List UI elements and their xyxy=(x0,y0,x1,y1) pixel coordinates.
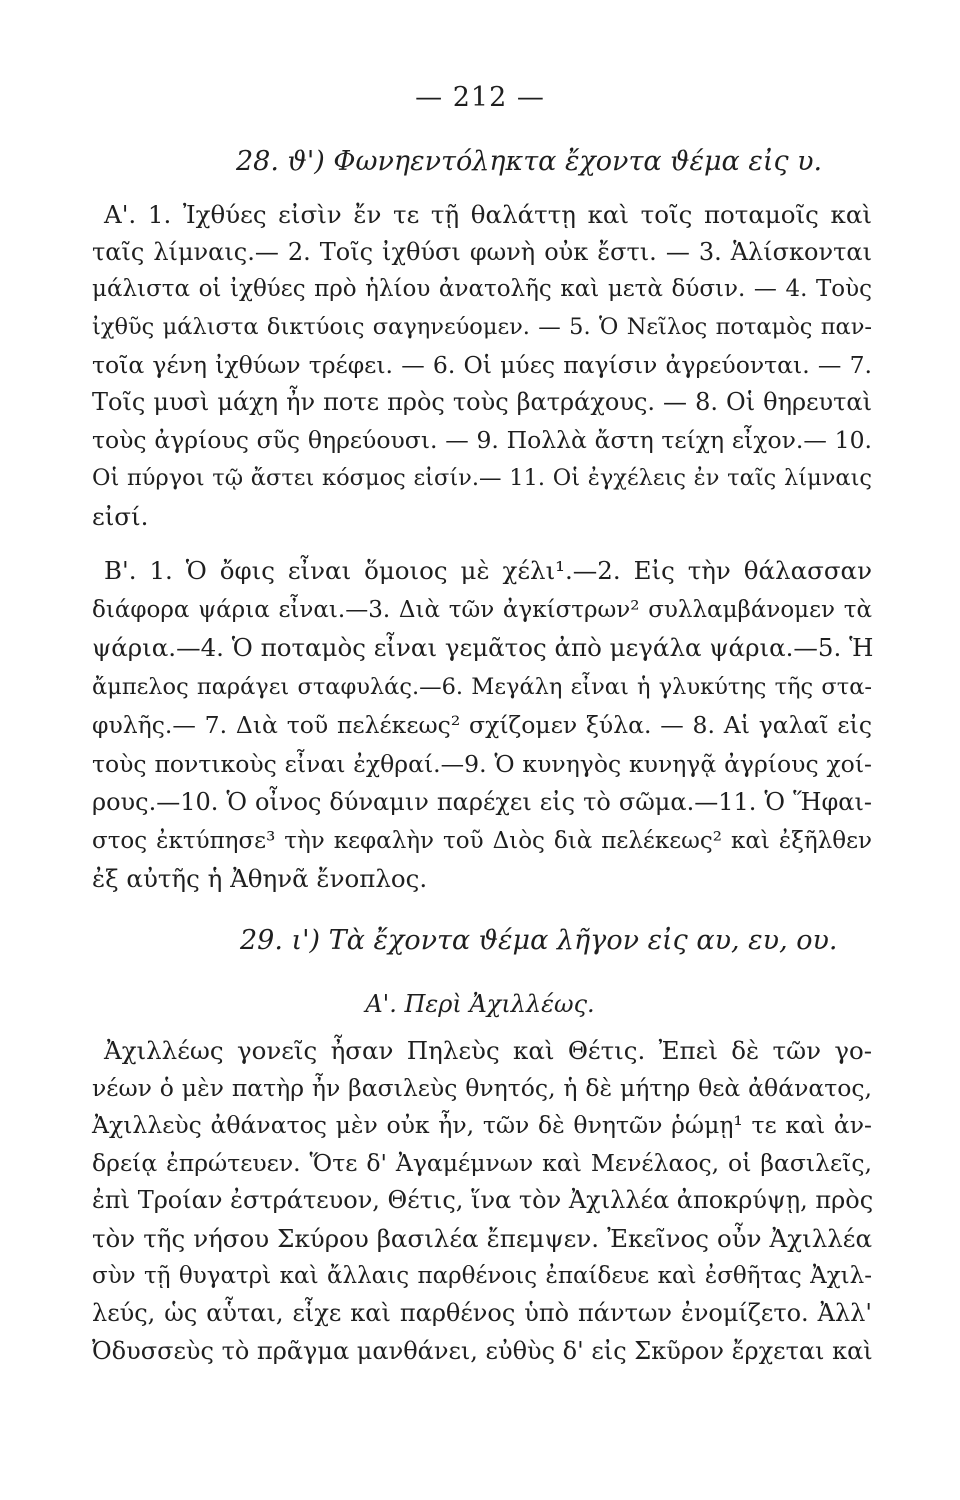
text-line: τοὺς ποντικοὺς εἶναι ἐχθραί.—9. Ὁ κυνηγὸς κυνηγᾷ ἀγρίους χοί- xyxy=(92,749,872,778)
text-line: ἄμπελος παράγει σταφυλάς.—6. Μεγάλη εἶναι ἡ γλυκύτης τῆς στα- xyxy=(92,673,872,700)
text-line: διάφορα ψάρια εἶναι.—3. Διὰ τῶν ἀγκίστρων² συλλαμβάνομεν τὰ xyxy=(92,596,872,623)
text-line: ταῖς λίμναις.— 2. Τοῖς ἰχθύσι φωνὴ οὐκ ἔστι. — 3. Ἁλίσκονται xyxy=(92,237,872,266)
section-28-part-a xyxy=(92,196,872,535)
text-line: ἐξ αὐτῆς ἡ Ἀθηνᾶ ἔνοπλος. xyxy=(92,864,428,893)
text-line: Ὀδυσσεὺς τὸ πρᾶγμα μανθάνει, εὐθὺς δ' εἰς Σκῦρον ἔρχεται καὶ xyxy=(92,1336,873,1365)
text-line: Οἱ πύργοι τῷ ἄστει κόσμος εἰσίν.— 11. Οἱ ἐγχέλεις ἐν ταῖς λίμναις xyxy=(92,464,872,491)
section-28-heading: 28. ϑ') Φωνηεντόληκτα ἔχοντα ϑέμα εἰς υ. xyxy=(236,146,823,177)
text-line: λεύς, ὡς αὗται, εἶχε καὶ παρθένος ὑπὸ πάντων ἐνομίζετο. Ἀλλ' xyxy=(92,1299,872,1328)
text-line: τοῖα γένη ἰχθύων τρέφει. — 6. Οἱ μύες παγίσιν ἀγρεύονται. — 7. xyxy=(92,350,872,379)
text-line: Α'. 1. Ἰχθύες εἰσὶν ἔν τε τῇ θαλάττῃ καὶ τοῖς ποταμοῖς καὶ xyxy=(104,200,872,229)
text-line: τὸν τῆς νήσου Σκύρου βασιλέα ἔπεμψεν. Ἐκεῖνος οὖν Ἀχιλλέα xyxy=(92,1223,872,1253)
text-line: στος ἐκτύπησε³ τὴν κεφαλὴν τοῦ Διὸς διὰ πελέκεως² καὶ ἐξῆλθεν xyxy=(92,827,872,854)
text-line: ἐπὶ Τροίαν ἐστράτευον, Θέτις, ἵνα τὸν Ἀχιλλέα ἀποκρύψῃ, πρὸς xyxy=(92,1186,874,1215)
text-line: Ἀχιλλέως γονεῖς ἦσαν Πηλεὺς καὶ Θέτις. Ἐπεὶ δὲ τῶν γο- xyxy=(104,1036,872,1065)
text-line: Ἀχιλλεὺς ἀθάνατος μὲν οὐκ ἦν, τῶν δὲ θνητῶν ῥώμῃ¹ τε καὶ ἀν- xyxy=(92,1111,872,1140)
text-line: ψάρια.—4. Ὁ ποταμὸς εἶναι γεμᾶτος ἀπὸ μεγάλα ψάρια.—5. Ἡ xyxy=(92,633,874,662)
text-line: εἰσί. xyxy=(92,501,149,531)
section-29-heading: 29. ι') Τὰ ἔχοντα ϑέμα λῆγον εἰς αυ, ευ, ου. xyxy=(240,925,838,956)
text-line: τοὺς ἀγρίους σῦς θηρεύουσι. — 9. Πολλὰ ἄστη τείχη εἶχον.— 10. xyxy=(92,426,872,455)
text-line: Τοῖς μυσὶ μάχη ἦν ποτε πρὸς τοὺς βατράχους. — 8. Οἱ θηρευταὶ xyxy=(92,388,872,417)
text-line: φυλῆς.— 7. Διὰ τοῦ πελέκεως² σχίζομεν ξύλα. — 8. Αἱ γαλαῖ εἰς xyxy=(92,711,872,739)
section-29-body xyxy=(92,1032,872,1370)
text-line: μάλιστα οἱ ἰχθύες πρὸ ἡλίου ἀνατολῆς καὶ μετὰ δύσιν. — 4. Τοὺς xyxy=(92,276,872,303)
text-line: δρείᾳ ἐπρώτευεν. Ὅτε δ' Ἀγαμέμνων καὶ Μενέλαος, οἱ βασιλεῖς, xyxy=(92,1148,872,1177)
page-number: — 212 — xyxy=(415,82,545,113)
text-line: Β'. 1. Ὁ ὄφις εἶναι ὅμοιος μὲ χέλι¹.—2. Εἰς τὴν θάλασσαν xyxy=(104,556,872,585)
text-line: νέων ὁ μὲν πατὴρ ἦν βασιλεὺς θνητός, ἡ δὲ μήτηρ θεὰ ἀθάνατος, xyxy=(92,1073,872,1102)
section-28-part-b xyxy=(92,552,872,899)
section-29-subheading: Α'. Περὶ Ἀχιλλέως. xyxy=(365,990,595,1018)
text-line: ἰχθῦς μάλιστα δικτύοις σαγηνεύομεν. — 5. Ὁ Νεῖλος ποταμὸς παν- xyxy=(92,314,872,341)
text-line: σὺν τῇ θυγατρὶ καὶ ἄλλαις παρθένοις ἐπαίδευε καὶ ἐσθῆτας Ἀχιλ- xyxy=(92,1262,872,1289)
text-line: ρους.—10. Ὁ οἶνος δύναμιν παρέχει εἰς τὸ σῶμα.—11. Ὁ Ἥφαι- xyxy=(92,788,872,816)
